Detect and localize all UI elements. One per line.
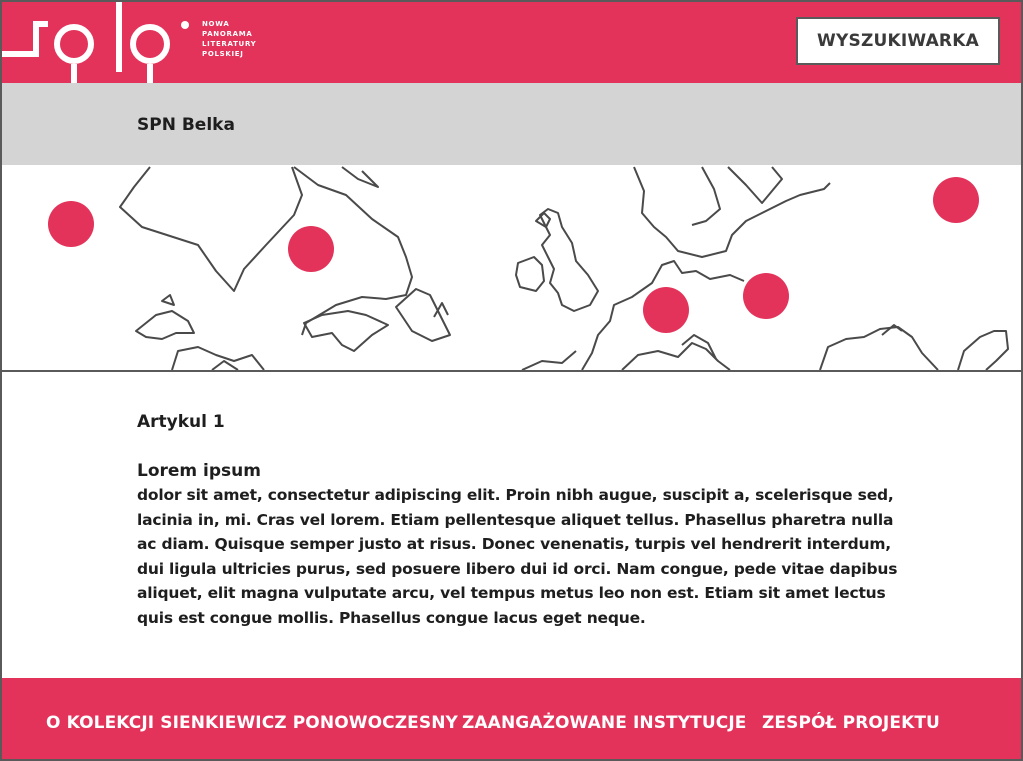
npl-logo-icon[interactable]: [2, 2, 192, 83]
search-button[interactable]: WYSZUKIWARKA: [796, 17, 1000, 65]
article-lead: Lorem ipsum: [137, 461, 261, 481]
logo-line: LITERATURY: [202, 40, 257, 48]
site-header: [2, 2, 1021, 83]
map-marker-icon[interactable]: [288, 226, 334, 272]
footer-link-institutions[interactable]: ZAANGAŻOWANE INSTYTUCJE: [462, 713, 747, 733]
map-marker-icon[interactable]: [48, 201, 94, 247]
map-outline-illustration: [2, 165, 1021, 370]
footer-link-about-collection[interactable]: O KOLEKCJI SIENKIEWICZ PONOWOCZESNY: [46, 713, 458, 733]
article-title: Artykul 1: [137, 412, 225, 432]
footer-link-project-team[interactable]: ZESPÓŁ PROJEKTU: [762, 713, 940, 733]
article: [137, 412, 917, 630]
europe-map-banner: [2, 165, 1021, 372]
page-title: SPN Belka: [137, 115, 235, 135]
title-bar: [2, 83, 1021, 165]
logo-line: NOWA: [202, 20, 230, 28]
site-footer: [2, 678, 1021, 759]
article-body: dolor sit amet, consectetur adipiscing elit. Proin nibh augue, suscipit a, scelerisque sed, lacinia in, mi. Cras vel lorem. Etiam pellentesque aliquet tellus. Phasellus pharetra nulla ac diam. Quisque semper justo at risus. Donec venenatis, turpis vel hendrerit interdum, dui ligula ultricies purus, sed posuere libero dui id orci. Nam congue, pede vitae dapibus aliquet, elit magna vulputate arcu, vel tempus metus leo non est. Etiam sit amet lectus quis est congue mollis. Phasellus congue lacus eget neque.: [137, 486, 898, 627]
map-marker-icon[interactable]: [933, 177, 979, 223]
logo-line: POLSKIEJ: [202, 50, 244, 58]
logo-line: PANORAMA: [202, 30, 253, 38]
map-marker-icon[interactable]: [743, 273, 789, 319]
map-marker-icon[interactable]: [643, 287, 689, 333]
map-markers: [48, 177, 979, 333]
logo-wordmark: [202, 19, 256, 59]
